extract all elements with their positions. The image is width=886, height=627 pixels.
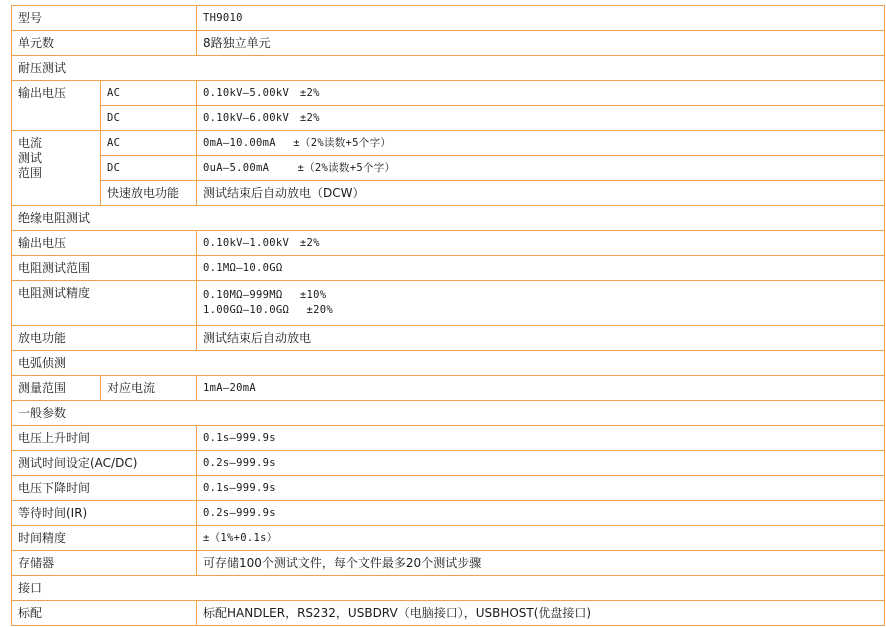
value-fast-discharge: 测试结束后自动放电（DCW）	[197, 181, 885, 206]
table-row	[12, 601, 885, 626]
value-wait-time: 0.2s—999.9s	[197, 501, 885, 526]
current-range-line: 测试	[18, 151, 43, 165]
table-row	[12, 326, 885, 351]
table-row	[12, 476, 885, 501]
label-ac: AC	[101, 81, 197, 106]
table-row	[12, 181, 885, 206]
label-current-range	[12, 131, 101, 206]
table-row	[12, 156, 885, 181]
label-ins-output: 输出电压	[12, 231, 197, 256]
table-row	[12, 6, 885, 31]
section-row	[12, 351, 885, 376]
label-dc: DC	[101, 156, 197, 181]
value-arc-range: 1mA—20mA	[197, 376, 885, 401]
value-withstand-ac: 0.10kV—5.00kV ±2%	[197, 81, 885, 106]
label-arc-range: 测量范围	[12, 376, 101, 401]
value-current-dc: 0uA—5.00mA ±（2%读数+5个字）	[197, 156, 885, 181]
label-model: 型号	[12, 6, 197, 31]
accuracy-line: 1.00GΩ—10.0GΩ ±20%	[203, 304, 334, 316]
label-rise-time: 电压上升时间	[12, 426, 197, 451]
table-row	[12, 256, 885, 281]
section-title-arc: 电弧侦测	[12, 351, 885, 376]
label-dc: DC	[101, 106, 197, 131]
section-title-insulation: 绝缘电阻测试	[12, 206, 885, 231]
value-ins-range: 0.1MΩ—10.0GΩ	[197, 256, 885, 281]
value-withstand-dc: 0.10kV—6.00kV ±2%	[197, 106, 885, 131]
value-model: TH9010	[197, 6, 885, 31]
spec-table	[11, 5, 885, 626]
table-row	[12, 426, 885, 451]
label-arc-current: 对应电流	[101, 376, 197, 401]
table-row	[12, 131, 885, 156]
label-fast-discharge: 快速放电功能	[101, 181, 197, 206]
current-range-line: 范围	[18, 166, 43, 180]
value-fall-time: 0.1s—999.9s	[197, 476, 885, 501]
value-discharge: 测试结束后自动放电	[197, 326, 885, 351]
section-row	[12, 56, 885, 81]
section-title-general: 一般参数	[12, 401, 885, 426]
table-row	[12, 501, 885, 526]
label-storage: 存储器	[12, 551, 197, 576]
label-standard: 标配	[12, 601, 197, 626]
table-row	[12, 81, 885, 106]
label-ins-accuracy: 电阻测试精度	[12, 281, 197, 326]
label-discharge: 放电功能	[12, 326, 197, 351]
value-standard: 标配HANDLER，RS232，USBDRV（电脑接口），USBHOST(优盘接口)	[197, 601, 885, 626]
table-row	[12, 451, 885, 476]
label-withstand-output: 输出电压	[12, 81, 101, 131]
section-title-withstand: 耐压测试	[12, 56, 885, 81]
current-range-line: 电流	[18, 136, 43, 150]
table-row	[12, 106, 885, 131]
value-ins-accuracy	[197, 281, 885, 326]
section-row	[12, 401, 885, 426]
value-current-ac: 0mA—10.00mA ±（2%读数+5个字）	[197, 131, 885, 156]
label-wait-time: 等待时间(IR)	[12, 501, 197, 526]
label-fall-time: 电压下降时间	[12, 476, 197, 501]
label-units: 单元数	[12, 31, 197, 56]
section-title-interface: 接口	[12, 576, 885, 601]
table-row	[12, 231, 885, 256]
value-units: 8路独立单元	[197, 31, 885, 56]
value-storage: 可存储100个测试文件，每个文件最多20个测试步骤	[197, 551, 885, 576]
table-row	[12, 281, 885, 326]
label-test-time: 测试时间设定(AC/DC)	[12, 451, 197, 476]
value-test-time: 0.2s—999.9s	[197, 451, 885, 476]
label-time-accuracy: 时间精度	[12, 526, 197, 551]
label-ac: AC	[101, 131, 197, 156]
table-row	[12, 526, 885, 551]
table-row	[12, 31, 885, 56]
table-row	[12, 376, 885, 401]
value-time-accuracy: ±（1%+0.1s）	[197, 526, 885, 551]
label-ins-range: 电阻测试范围	[12, 256, 197, 281]
value-rise-time: 0.1s—999.9s	[197, 426, 885, 451]
section-row	[12, 576, 885, 601]
section-row	[12, 206, 885, 231]
accuracy-line: 0.10MΩ—999MΩ ±10%	[203, 289, 327, 301]
table-row	[12, 551, 885, 576]
value-ins-output: 0.10kV—1.00kV ±2%	[197, 231, 885, 256]
